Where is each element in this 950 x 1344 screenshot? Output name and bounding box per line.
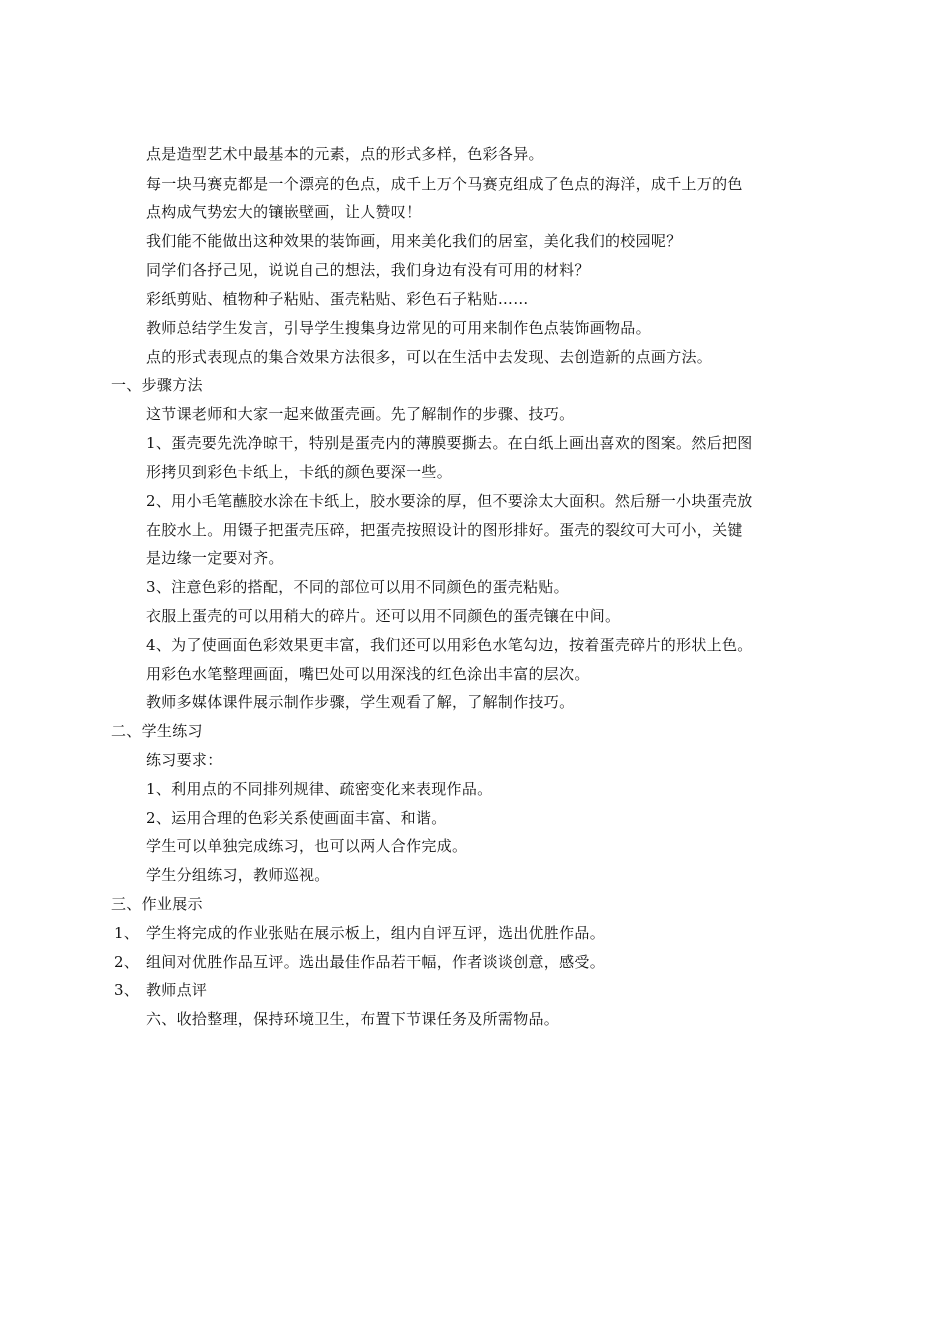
step-4-line-2: 用彩色水笔整理画面，嘴巴处可以用深浅的红色涂出丰富的层次。: [146, 665, 590, 683]
practice-requirement-1: 1、利用点的不同排列规律、疏密变化来表现作品。: [146, 780, 493, 798]
steps-demo: 教师多媒体课件展示制作步骤，学生观看了解，了解制作技巧。: [146, 693, 575, 711]
step-2-line-1: 2、用小毛笔蘸胶水涂在卡纸上，胶水要涂的厚，但不要涂太大面积。然后掰一小块蛋壳放: [146, 492, 753, 510]
paragraph-discussion: 同学们各抒己见，说说自己的想法，我们身边有没有可用的材料？: [146, 261, 590, 279]
showcase-item-3: 教师点评: [146, 981, 208, 999]
paragraph-mosaic-line-1: 每一块马赛克都是一个漂亮的色点，成千上万个马赛克组成了色点的海洋，成千上万的色: [146, 175, 743, 193]
practice-requirement-2: 2、运用合理的色彩关系使画面丰富、和谐。: [146, 809, 447, 827]
step-3-line-2: 衣服上蛋壳的可以用稍大的碎片。还可以用不同颜色的蛋壳镶在中间。: [146, 607, 621, 625]
section-heading-steps: 一、步骤方法: [111, 376, 203, 394]
paragraph-dot-methods: 点的形式表现点的集合效果方法很多，可以在生活中去发现、去创造新的点画方法。: [146, 348, 713, 366]
showcase-item-1-number: 1、: [114, 924, 140, 942]
section-heading-practice: 二、学生练习: [111, 722, 203, 740]
practice-note-2: 学生分组练习，教师巡视。: [146, 866, 330, 884]
showcase-item-1: 学生将完成的作业张贴在展示板上，组内自评互评，选出优胜作品。: [146, 924, 606, 942]
step-3-line-1: 3、注意色彩的搭配，不同的部位可以用不同颜色的蛋壳粘贴。: [146, 578, 569, 596]
closing-instruction: 六、收拾整理，保持环境卫生，布置下节课任务及所需物品。: [146, 1010, 560, 1028]
section-heading-showcase: 三、作业展示: [111, 895, 203, 913]
practice-requirements: 练习要求：: [146, 751, 223, 769]
paragraph-dot-element: 点是造型艺术中最基本的元素，点的形式多样，色彩各异。: [146, 145, 544, 163]
step-2-line-2: 在胶水上。用镊子把蛋壳压碎，把蛋壳按照设计的图形排好。蛋壳的裂纹可大可小，关键: [146, 521, 743, 539]
paragraph-teacher-summary: 教师总结学生发言，引导学生搜集身边常见的可用来制作色点装饰画物品。: [146, 319, 651, 337]
step-1-line-1: 1、蛋壳要先洗净晾干，特别是蛋壳内的薄膜要撕去。在白纸上画出喜欢的图案。然后把图: [146, 434, 753, 452]
steps-intro: 这节课老师和大家一起来做蛋壳画。先了解制作的步骤、技巧。: [146, 405, 575, 423]
step-1-line-2: 形拷贝到彩色卡纸上，卡纸的颜色要深一些。: [146, 463, 453, 481]
step-4-line-1: 4、为了使画面色彩效果更丰富，我们还可以用彩色水笔勾边，按着蛋壳碎片的形状上色。: [146, 636, 753, 654]
step-2-line-3: 是边缘一定要对齐。: [146, 549, 284, 567]
paragraph-materials: 彩纸剪贴、植物种子粘贴、蛋壳粘贴、彩色石子粘贴……: [146, 290, 529, 308]
showcase-item-2-number: 2、: [114, 953, 140, 971]
paragraph-mosaic-line-2: 点构成气势宏大的镶嵌壁画，让人赞叹！: [146, 203, 422, 221]
showcase-item-3-number: 3、: [114, 981, 140, 999]
showcase-item-2: 组间对优胜作品互评。选出最佳作品若干幅，作者谈谈创意，感受。: [146, 953, 606, 971]
practice-note-1: 学生可以单独完成练习，也可以两人合作完成。: [146, 837, 468, 855]
paragraph-question: 我们能不能做出这种效果的装饰画，用来美化我们的居室，美化我们的校园呢？: [146, 232, 682, 250]
